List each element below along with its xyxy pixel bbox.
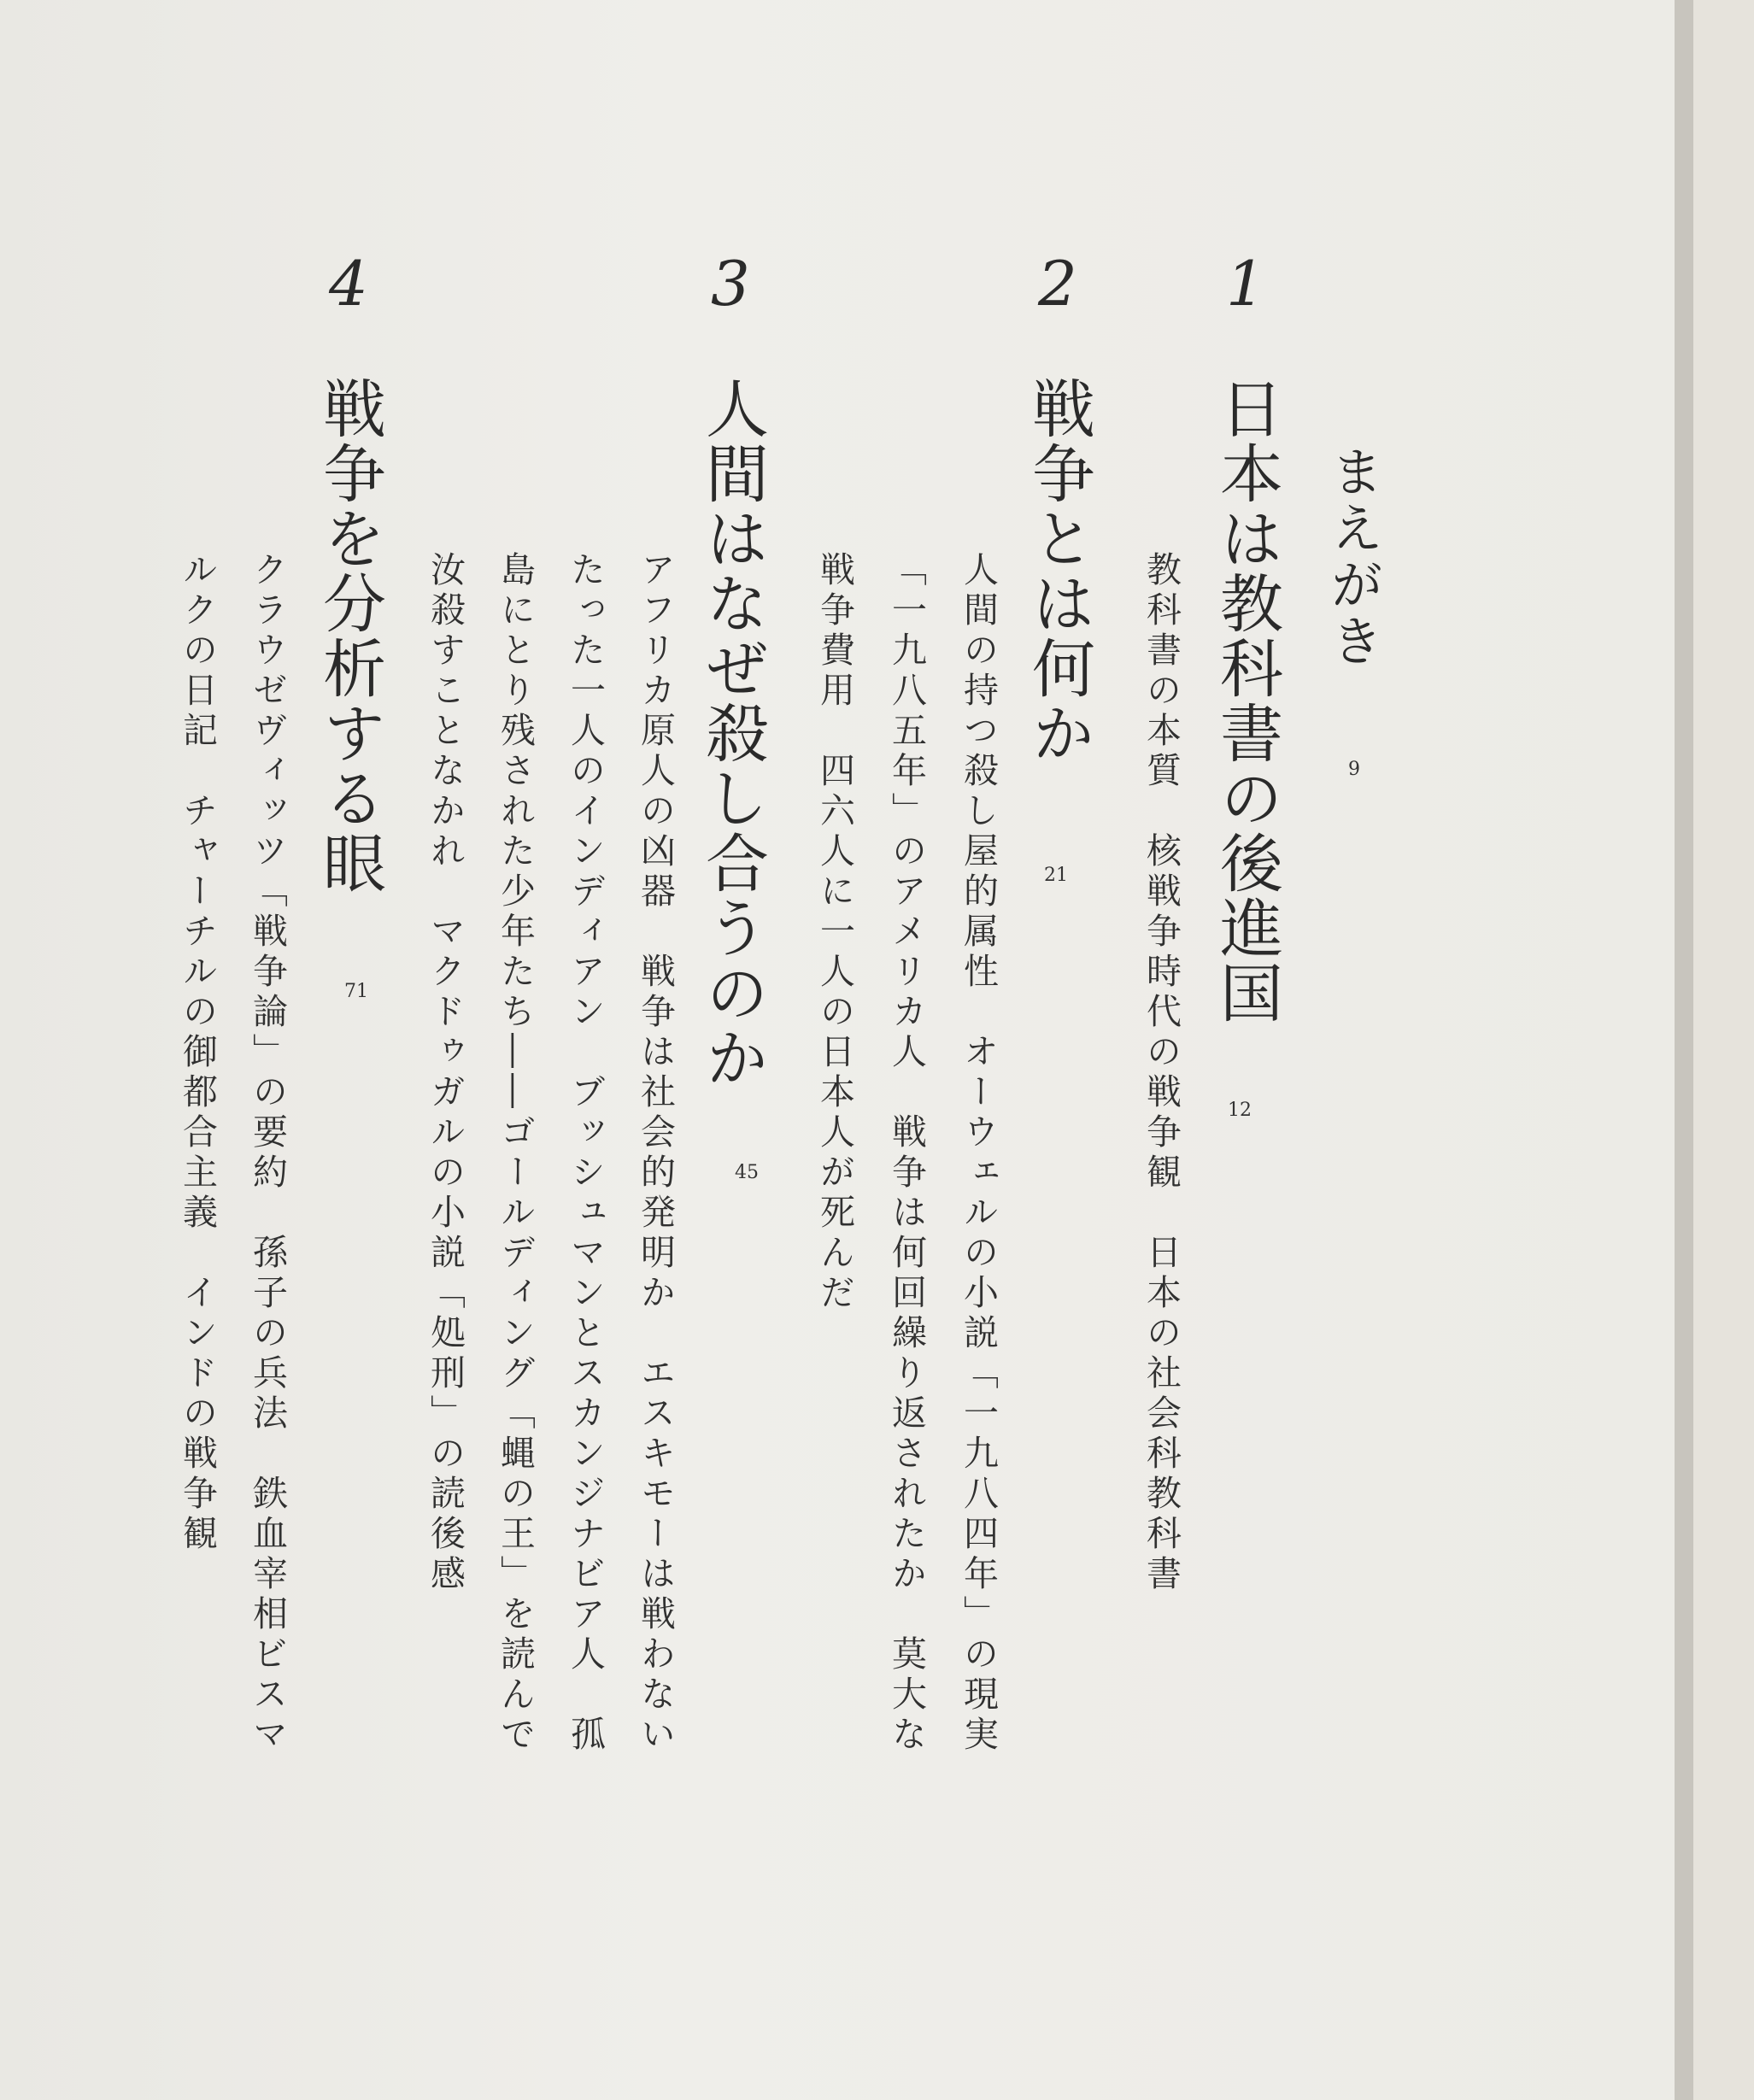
chapter-1-title: 日本は教科書の後進国 [1210, 376, 1283, 1025]
chapter-2-summary-line-1: 人間の持つ殺し屋的属性 オーウェルの小説「一九八四年」の現実 [958, 551, 999, 1756]
chapter-3-summary-line-3: 島にとり残された少年たち――ゴールディング「蝿の王」を読んで [495, 551, 536, 1756]
chapter-3-summary-line-4: 汝殺すことなかれ マクドゥガルの小説「処刑」の読後感 [425, 551, 466, 1595]
chapter-1-summary-line-1: 教科書の本質 核戦争時代の戦争観 日本の社会科教科書 [1141, 551, 1182, 1595]
chapter-2-number: 2 [1038, 248, 1077, 320]
chapter-3-summary-line-2: たった一人のインディアン ブッシュマンとスカンジナビア人 孤 [565, 551, 606, 1756]
chapter-4-title: 戦争を分析する眼 [313, 376, 386, 895]
chapter-3-title: 人間はなぜ殺し合うのか [695, 376, 769, 1090]
background-page [1693, 0, 1754, 2100]
chapter-2-summary-line-3: 戦争費用 四六人に一人の日本人が死んだ [814, 551, 855, 1314]
chapter-3-summary-line-1: アフリカ原人の凶器 戦争は社会的発明か エスキモーは戦わない [635, 551, 676, 1756]
chapter-3-page-number: 45 [735, 1162, 759, 1183]
chapter-2-title: 戦争とは何か [1022, 376, 1095, 766]
chapter-4-number: 4 [329, 248, 368, 320]
preface-title: まえがき [1322, 444, 1384, 670]
chapter-1-number: 1 [1226, 248, 1265, 320]
chapter-4-page-number: 71 [344, 981, 368, 1002]
chapter-4-summary-line-2: ルクの日記 チャーチルの御都合主義 インドの戦争観 [177, 551, 218, 1555]
chapter-2-page-number: 21 [1044, 865, 1068, 886]
chapter-1-page-number: 12 [1228, 1100, 1252, 1121]
chapter-3-number: 3 [711, 248, 750, 320]
preface-page-number: 9 [1348, 759, 1360, 780]
chapter-4-summary-line-1: クラウゼヴィッツ「戦争論」の要約 孫子の兵法 鉄血宰相ビスマ [247, 551, 288, 1756]
page-edge-shadow [1675, 0, 1693, 2100]
chapter-2-summary-line-2: 「一九八五年」のアメリカ人 戦争は何回繰り返されたか 莫大な [886, 551, 927, 1756]
